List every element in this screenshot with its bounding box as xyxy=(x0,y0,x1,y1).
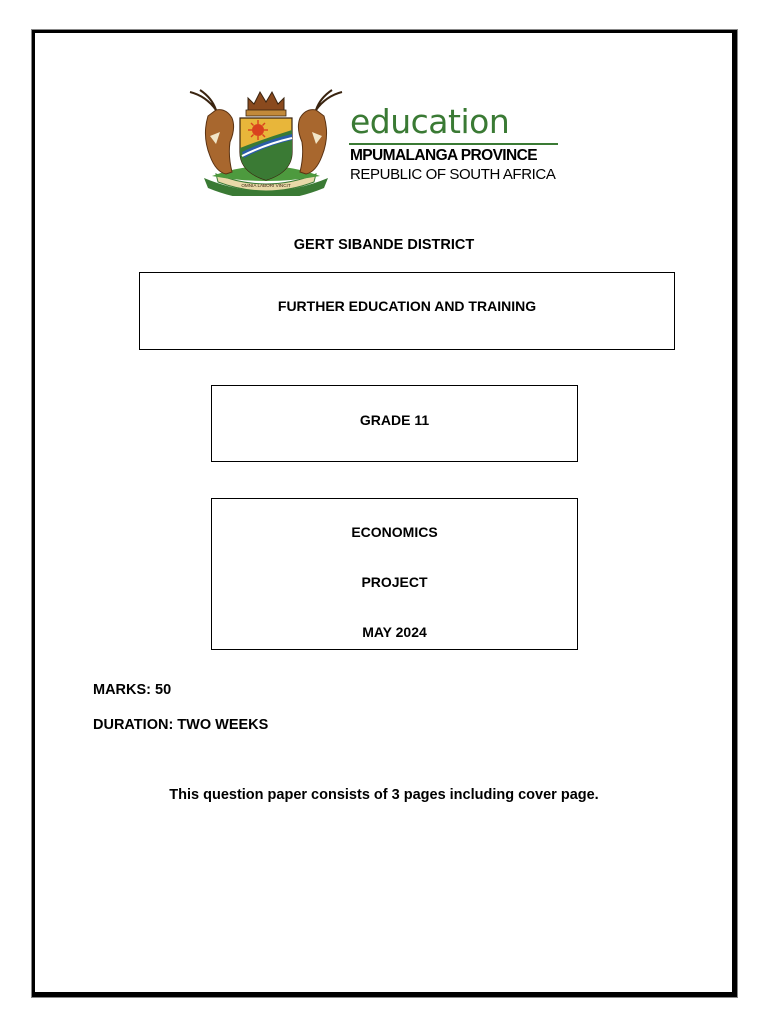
task-label: PROJECT xyxy=(361,574,428,590)
subject-box xyxy=(211,498,578,650)
duration-label: DURATION: TWO WEEKS xyxy=(93,717,269,733)
subject-label: ECONOMICS xyxy=(351,524,438,540)
logo-province: MPUMALANGA PROVINCE xyxy=(350,147,537,164)
date-label: MAY 2024 xyxy=(362,624,427,640)
phase-label: FURTHER EDUCATION AND TRAINING xyxy=(277,298,537,314)
phase-box xyxy=(139,272,675,350)
district-title: GERT SIBANDE DISTRICT xyxy=(293,237,475,253)
marks-label: MARKS: 50 xyxy=(93,682,172,698)
logo-divider xyxy=(349,143,558,145)
svg-text:OMNIA LABORI VINCIT: OMNIA LABORI VINCIT xyxy=(241,183,291,188)
logo-wordmark: education xyxy=(350,102,510,141)
grade-box xyxy=(211,385,578,462)
grade-label: GRADE 11 xyxy=(359,412,430,428)
logo-country: REPUBLIC OF SOUTH AFRICA xyxy=(350,166,556,183)
coat-of-arms-icon xyxy=(186,86,346,196)
page-count-note: This question paper consists of 3 pages including cover page. xyxy=(169,787,599,803)
